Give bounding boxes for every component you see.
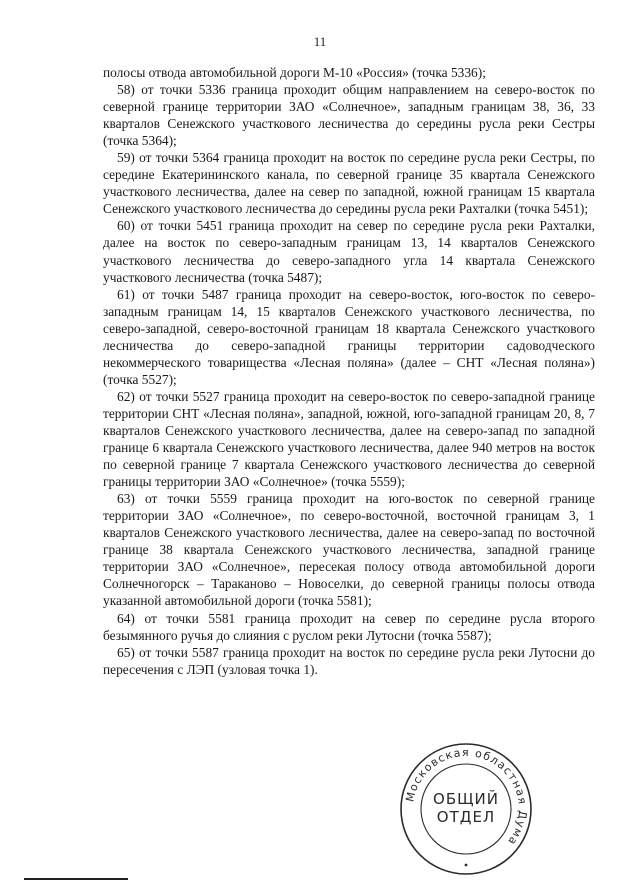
stamp-dot	[465, 864, 468, 867]
stamp-seal-icon	[398, 741, 534, 877]
footer-rule	[24, 878, 128, 880]
page-number: 11	[313, 34, 327, 49]
paragraph-continuation: полосы отвода автомобильной дороги М-10 «Россия» (точка 5336);	[103, 65, 486, 80]
paragraph-60: 60) от точки 5451 граница проходит на север по середине русла реки Рахталки, далее на восток по северо-западным границам 13, 14 кварталов Сенежского участкового лесничества до северо-западного угла 14 квартала Сенежского участкового лесничества (точка 5487);	[103, 218, 595, 285]
paragraph-62: 62) от точки 5527 граница проходит на северо-восток по северо-западной границе территории СНТ «Лесная поляна», западной, южной, юго-западной границам 20, 8, 7 кварталов Сенежского участкового лесничества, далее на северо-запад по западной границе 6 квартала Сенежского участкового лесничества, далее 940 метров на восток по северной границе 7 квартала Сенежского участкового лесничества до северной границы территории ЗАО «Солнечное» (точка 5559);	[103, 388, 595, 490]
stamp-center-line2: ОТДЕЛ	[436, 808, 496, 826]
stamp-center-line1: ОБЩИЙ	[433, 790, 499, 808]
paragraph-64: 64) от точки 5581 граница проходит на север по середине русла второго безымянного ручья до слияния с руслом реки Лутосни (точка 5587);	[103, 610, 595, 643]
paragraph-65: 65) от точки 5587 граница проходит на восток по середине русла реки Лутосни до пересечения с ЛЭП (узловая точка 1).	[103, 644, 595, 677]
paragraph-58: 58) от точки 5336 граница проходит общим направлением на северо-восток по северной границе территории ЗАО «Солнечное», западным границам 38, 36, 33 кварталов Сенежского участкового лесничества до середины русла реки Сестры (точка 5364);	[103, 82, 595, 149]
paragraph-63: 63) от точки 5559 граница проходит на юго-восток по северной границе территории ЗАО «Солнечное», по северо-восточной, восточной границам 3, 1 кварталов Сенежского участкового лесничества, далее на северо-запад по восточной границе 38 квартала Сенежского участкового лесничества, западной границе территории ЗАО «Солнечное», пересекая полосу отвода автомобильной дороги Солнечногорск – Тараканово – Новоселки, до северной границы полосы отвода указанной автомобильной дороги (точка 5581);	[103, 491, 595, 609]
paragraph-61: 61) от точки 5487 граница проходит на северо-восток, юго-восток по северо-западным границам 14, 15 кварталов Сенежского участкового лесничества, по северо-западной, северо-восточной границам 18 квартала Сенежского участкового лесничества до северо-западной границы территории садоводческого некоммерческого товарищества «Лесная поляна» (далее – СНТ «Лесная поляна») (точка 5527);	[103, 286, 595, 387]
paragraph-59: 59) от точки 5364 граница проходит на восток по середине русла реки Сестры, по середине Екатерининского канала, по северной границе 35 квартала Сенежского участкового лесничества, далее на север по западной, южной границам 15 квартала Сенежского участкового лесничества до середины русла реки Рахталки (точка 5451);	[103, 150, 595, 217]
office-stamp	[398, 741, 534, 877]
document-body	[103, 64, 595, 678]
stamp-ring-text: Московская областная Дума	[403, 745, 530, 849]
